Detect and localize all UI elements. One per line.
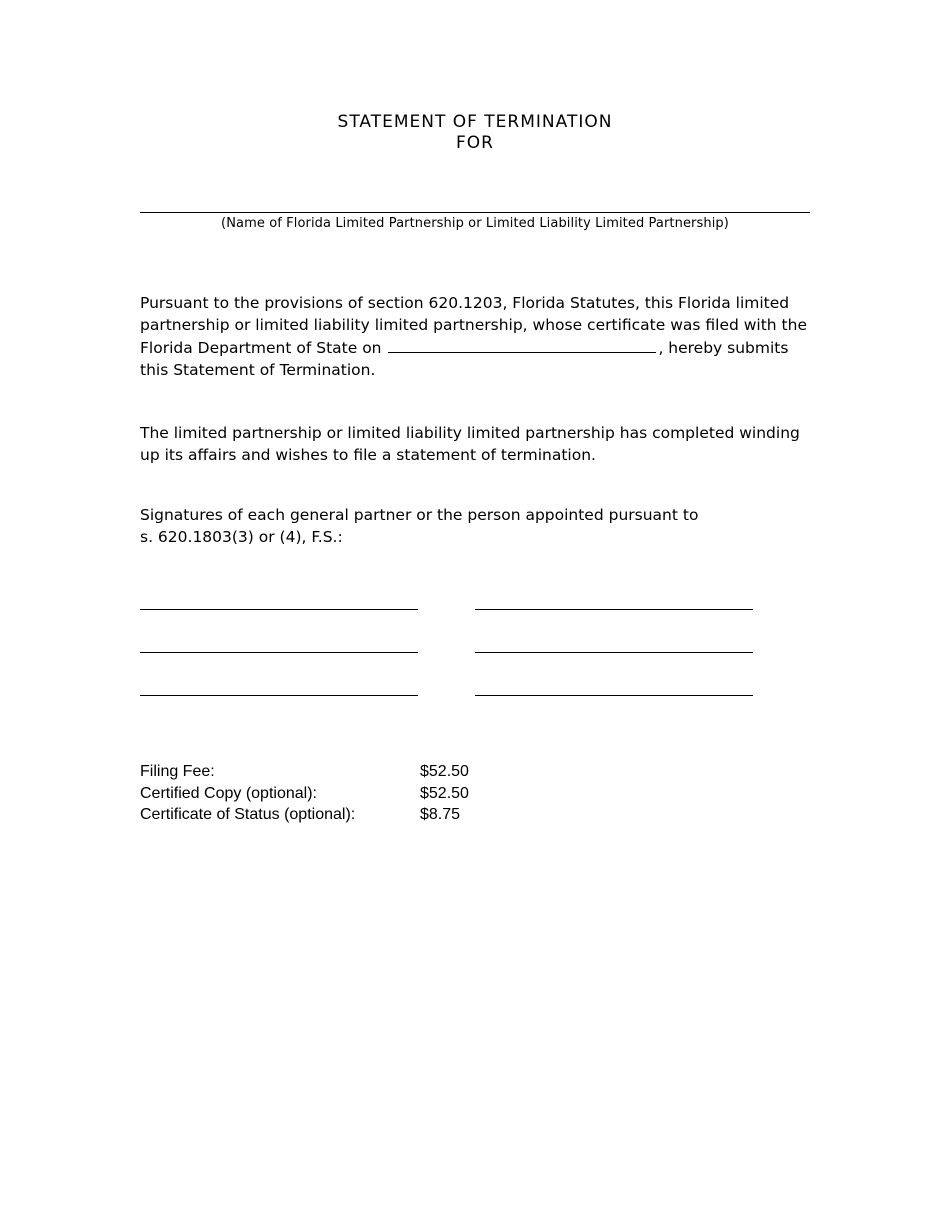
fee-label: Certified Copy (optional): [140,784,317,802]
winding-up-paragraph: The limited partnership or limited liability limited partnership has completed winding up its affairs and wishes to file a statement of termination. [140,424,800,464]
fee-label: Certificate of Status (optional): [140,806,356,823]
fee-label: Filing Fee: [140,763,215,780]
fee-amount: $52.50 [420,784,469,802]
document-title-for: FOR [456,133,494,153]
signature-line[interactable] [140,609,418,610]
signature-line[interactable] [475,609,753,610]
signature-line[interactable] [475,695,753,696]
fee-row-certificate-status [140,804,540,826]
signatures-text-line2: s. 620.1803(3) or (4), F.S.: [140,527,343,546]
signatures-paragraph [140,505,810,548]
signature-line[interactable] [140,652,418,653]
fee-amount: $8.75 [420,806,461,823]
provisions-text-part1: Pursuant to the provisions of section 620.1203, Florida Statutes, this Florida limited partnership or limited liability limited partnership, whose certificate was filed with the Florida Department of State on [140,294,807,357]
provisions-text-part2: , hereby submits this Statement of Termination. [140,339,789,379]
fee-amount: $52.50 [420,763,469,780]
partnership-name-field[interactable] [140,212,810,213]
provisions-paragraph [140,293,810,381]
signatures-text-line1: Signatures of each general partner or the person appointed pursuant to [140,506,699,524]
signature-line[interactable] [140,695,418,696]
document-title: STATEMENT OF TERMINATION [337,112,613,132]
filing-date-field[interactable] [388,336,656,353]
fee-schedule [140,761,540,826]
signature-line[interactable] [475,652,753,653]
partnership-name-caption: (Name of Florida Limited Partnership or Limited Liability Limited Partnership) [221,216,729,231]
fee-row-certified-copy [140,783,540,805]
fee-row-filing [140,761,540,783]
